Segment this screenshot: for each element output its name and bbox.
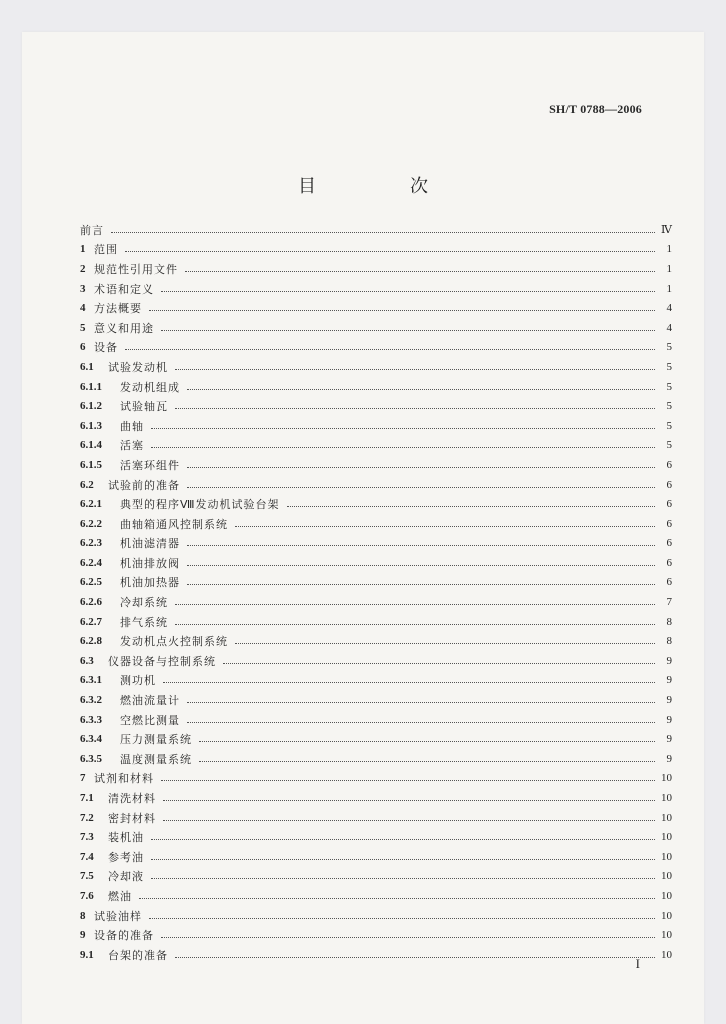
toc-entry-page: 6 bbox=[666, 478, 672, 491]
dot-leader bbox=[151, 446, 655, 448]
toc-entry-label: 压力测量系统 bbox=[120, 733, 192, 747]
toc-entry-number: 6.3.4 bbox=[80, 733, 102, 746]
toc-entry-label: 试验轴瓦 bbox=[120, 400, 168, 414]
toc-entry-number: 4 bbox=[80, 302, 86, 315]
toc-entry-number: 6.3.3 bbox=[80, 713, 102, 726]
toc-entry-label: 曲轴箱通风控制系统 bbox=[120, 517, 228, 531]
toc-entry bbox=[80, 749, 672, 769]
dot-leader bbox=[161, 290, 655, 292]
toc-entry-label: 设备 bbox=[94, 341, 118, 355]
toc-entry bbox=[80, 729, 672, 749]
dot-leader bbox=[235, 642, 655, 644]
toc-entry-number: 6.1.5 bbox=[80, 458, 102, 471]
dot-leader bbox=[149, 917, 655, 919]
toc-entry-number: 6.2.7 bbox=[80, 615, 102, 628]
toc-entry-page: 9 bbox=[666, 713, 672, 726]
dot-leader bbox=[287, 505, 656, 507]
toc-entry-number: 6.2.4 bbox=[80, 556, 102, 569]
toc-entry-label: 试验发动机 bbox=[108, 360, 168, 374]
toc-entry-page: 6 bbox=[666, 576, 672, 589]
toc-entry-number: 7.1 bbox=[80, 792, 94, 805]
toc-entry bbox=[80, 769, 672, 789]
toc-entry bbox=[80, 867, 672, 887]
toc-entry bbox=[80, 298, 672, 318]
toc-entry bbox=[80, 710, 672, 730]
toc-entry-label: 清洗材料 bbox=[108, 792, 156, 806]
toc-entry-number: 7.4 bbox=[80, 850, 94, 863]
toc-entry-label: 参考油 bbox=[108, 850, 144, 864]
toc-entry-number: 6.2.8 bbox=[80, 635, 102, 648]
toc-entry bbox=[80, 612, 672, 632]
toc-entry-number: 6.1.4 bbox=[80, 439, 102, 452]
dot-leader bbox=[125, 348, 655, 350]
toc-entry-page: 4 bbox=[666, 321, 672, 334]
toc-entry bbox=[80, 357, 672, 377]
toc-entry-number: 6.1 bbox=[80, 360, 94, 373]
toc-entry bbox=[80, 906, 672, 926]
toc-entry-label: 试剂和材料 bbox=[94, 772, 154, 786]
toc-entry bbox=[80, 945, 672, 965]
dot-leader bbox=[161, 329, 655, 331]
toc-entry bbox=[80, 318, 672, 338]
dot-leader bbox=[175, 407, 655, 409]
toc-entry-label: 燃油 bbox=[108, 889, 132, 903]
toc-entry-page: Ⅳ bbox=[661, 224, 672, 237]
toc-entry-page: 5 bbox=[666, 419, 672, 432]
toc-entry-page: 6 bbox=[666, 537, 672, 550]
dot-leader bbox=[187, 701, 655, 703]
toc-entry-number: 5 bbox=[80, 321, 86, 334]
dot-leader bbox=[187, 388, 655, 390]
toc-entry-page: 10 bbox=[661, 792, 672, 805]
dot-leader bbox=[151, 838, 655, 840]
toc-entry bbox=[80, 592, 672, 612]
toc-entry-label: 冷却系统 bbox=[120, 596, 168, 610]
toc-entry bbox=[80, 220, 672, 240]
toc-entry-page: 9 bbox=[666, 752, 672, 765]
toc-entry bbox=[80, 573, 672, 593]
toc-entry-label: 试验前的准备 bbox=[108, 478, 180, 492]
dot-leader bbox=[175, 623, 655, 625]
dot-leader bbox=[151, 877, 655, 879]
toc-entry bbox=[80, 631, 672, 651]
toc-entry bbox=[80, 494, 672, 514]
toc-entry-label: 前言 bbox=[80, 223, 104, 237]
toc-entry-number: 6.2.2 bbox=[80, 517, 102, 530]
toc-entry bbox=[80, 671, 672, 691]
toc-entry-page: 5 bbox=[666, 380, 672, 393]
dot-leader bbox=[151, 427, 655, 429]
toc-entry bbox=[80, 475, 672, 495]
toc-entry-page: 8 bbox=[666, 635, 672, 648]
toc-entry bbox=[80, 886, 672, 906]
toc-entry-label: 排气系统 bbox=[120, 615, 168, 629]
toc-entry-page: 1 bbox=[666, 262, 672, 275]
toc-entry-page: 6 bbox=[666, 556, 672, 569]
toc-entry-number: 7.5 bbox=[80, 870, 94, 883]
toc-entry-page: 1 bbox=[666, 282, 672, 295]
dot-leader bbox=[163, 681, 655, 683]
dot-leader bbox=[187, 486, 655, 488]
dot-leader bbox=[187, 721, 655, 723]
toc-title: 目 次 bbox=[298, 176, 466, 197]
dot-leader bbox=[151, 858, 655, 860]
document-page bbox=[22, 32, 704, 1024]
toc-entry-page: 10 bbox=[661, 909, 672, 922]
toc-entry-number: 6.2.6 bbox=[80, 596, 102, 609]
toc-entry-page: 9 bbox=[666, 694, 672, 707]
toc-entry bbox=[80, 396, 672, 416]
toc-entry-label: 发动机点火控制系统 bbox=[120, 635, 228, 649]
dot-leader bbox=[187, 544, 655, 546]
toc-entry bbox=[80, 651, 672, 671]
toc-entry-label: 空燃比测量 bbox=[120, 713, 180, 727]
toc-entry-number: 6.1.2 bbox=[80, 400, 102, 413]
dot-leader bbox=[163, 819, 655, 821]
toc-entry-page: 8 bbox=[666, 615, 672, 628]
toc-entry bbox=[80, 436, 672, 456]
toc-entry-number: 7.6 bbox=[80, 889, 94, 902]
dot-leader bbox=[187, 583, 655, 585]
toc-entry-label: 活塞环组件 bbox=[120, 458, 180, 472]
toc-entry-page: 4 bbox=[666, 302, 672, 315]
dot-leader bbox=[161, 936, 655, 938]
toc-entry-number: 8 bbox=[80, 909, 86, 922]
toc-entry-number: 7.2 bbox=[80, 811, 94, 824]
toc-entry-label: 机油排放阀 bbox=[120, 556, 180, 570]
toc-entry-label: 台架的准备 bbox=[108, 948, 168, 962]
toc-entry-label: 密封材料 bbox=[108, 811, 156, 825]
toc-entry-number: 6.3.2 bbox=[80, 694, 102, 707]
toc-entry bbox=[80, 259, 672, 279]
toc-entry-page: 6 bbox=[666, 458, 672, 471]
toc-entry-page: 10 bbox=[661, 889, 672, 902]
toc-entry-page: 9 bbox=[666, 674, 672, 687]
toc-entry-label: 测功机 bbox=[120, 674, 156, 688]
toc-entry bbox=[80, 553, 672, 573]
toc-entry-label: 意义和用途 bbox=[94, 321, 154, 335]
toc-entry bbox=[80, 514, 672, 534]
toc-entry-number: 2 bbox=[80, 262, 86, 275]
toc-entry-label: 术语和定义 bbox=[94, 282, 154, 296]
toc-entry-page: 5 bbox=[666, 439, 672, 452]
dot-leader bbox=[175, 956, 655, 958]
toc-entry-page: 6 bbox=[666, 498, 672, 511]
toc-entry-number: 6.3.5 bbox=[80, 752, 102, 765]
toc-entry-label: 曲轴 bbox=[120, 419, 144, 433]
toc-entry-page: 9 bbox=[666, 733, 672, 746]
toc-entry-number: 6.3.1 bbox=[80, 674, 102, 687]
toc-entry-number: 6.2.5 bbox=[80, 576, 102, 589]
toc-entry-label: 规范性引用文件 bbox=[94, 262, 178, 276]
dot-leader bbox=[111, 231, 655, 233]
toc-entry-page: 10 bbox=[661, 870, 672, 883]
toc-entry-number: 6.2.3 bbox=[80, 537, 102, 550]
toc-entry-number: 6.1.1 bbox=[80, 380, 102, 393]
toc-entry-label: 活塞 bbox=[120, 439, 144, 453]
toc-entry-number: 6.2.1 bbox=[80, 498, 102, 511]
toc-entry-label: 发动机组成 bbox=[120, 380, 180, 394]
table-of-contents bbox=[80, 220, 672, 965]
toc-entry-page: 6 bbox=[666, 517, 672, 530]
toc-entry bbox=[80, 847, 672, 867]
toc-entry-page: 10 bbox=[661, 772, 672, 785]
toc-entry-page: 7 bbox=[666, 596, 672, 609]
dot-leader bbox=[199, 760, 655, 762]
toc-entry bbox=[80, 808, 672, 828]
toc-entry-label: 机油滤清器 bbox=[120, 537, 180, 551]
toc-entry-page: 10 bbox=[661, 831, 672, 844]
toc-entry-label: 冷却液 bbox=[108, 870, 144, 884]
toc-entry bbox=[80, 338, 672, 358]
toc-entry-label: 燃油流量计 bbox=[120, 694, 180, 708]
toc-entry-label: 方法概要 bbox=[94, 302, 142, 316]
toc-entry bbox=[80, 279, 672, 299]
toc-entry bbox=[80, 690, 672, 710]
toc-entry bbox=[80, 827, 672, 847]
toc-entry-number: 7.3 bbox=[80, 831, 94, 844]
toc-entry bbox=[80, 455, 672, 475]
toc-entry-number: 6.1.3 bbox=[80, 419, 102, 432]
toc-entry-label: 机油加热器 bbox=[120, 576, 180, 590]
toc-entry-page: 1 bbox=[666, 243, 672, 256]
dot-leader bbox=[175, 603, 655, 605]
dot-leader bbox=[235, 525, 655, 527]
toc-entry-page: 5 bbox=[666, 360, 672, 373]
dot-leader bbox=[199, 740, 655, 742]
dot-leader bbox=[185, 270, 655, 272]
dot-leader bbox=[163, 799, 655, 801]
dot-leader bbox=[125, 250, 655, 252]
toc-entry-page: 5 bbox=[666, 400, 672, 413]
dot-leader bbox=[161, 779, 655, 781]
toc-entry-number: 7 bbox=[80, 772, 86, 785]
toc-entry bbox=[80, 377, 672, 397]
dot-leader bbox=[175, 368, 655, 370]
toc-entry-number: 6.3 bbox=[80, 654, 94, 667]
toc-entry bbox=[80, 788, 672, 808]
toc-entry-page: 10 bbox=[661, 850, 672, 863]
dot-leader bbox=[139, 897, 655, 899]
toc-entry bbox=[80, 925, 672, 945]
toc-entry-page: 10 bbox=[661, 948, 672, 961]
toc-entry-label: 仪器设备与控制系统 bbox=[108, 654, 216, 668]
dot-leader bbox=[187, 466, 655, 468]
toc-entry-number: 9 bbox=[80, 929, 86, 942]
standard-code: SH/T 0788—2006 bbox=[549, 102, 642, 116]
toc-entry-number: 6 bbox=[80, 341, 86, 354]
toc-entry-label: 装机油 bbox=[108, 831, 144, 845]
toc-entry-label: 温度测量系统 bbox=[120, 752, 192, 766]
dot-leader bbox=[149, 309, 655, 311]
dot-leader bbox=[187, 564, 655, 566]
toc-entry-label: 典型的程序Ⅷ发动机试验台架 bbox=[120, 498, 280, 512]
toc-entry-label: 范围 bbox=[94, 243, 118, 257]
toc-entry-page: 9 bbox=[666, 654, 672, 667]
toc-entry-number: 9.1 bbox=[80, 948, 94, 961]
toc-entry bbox=[80, 240, 672, 260]
toc-entry bbox=[80, 416, 672, 436]
page-number: I bbox=[635, 956, 640, 971]
toc-entry-number: 6.2 bbox=[80, 478, 94, 491]
toc-entry-page: 10 bbox=[661, 929, 672, 942]
toc-entry-number: 3 bbox=[80, 282, 86, 295]
toc-entry-number: 1 bbox=[80, 243, 86, 256]
toc-entry-label: 试验油样 bbox=[94, 909, 142, 923]
toc-entry-page: 5 bbox=[666, 341, 672, 354]
toc-entry-page: 10 bbox=[661, 811, 672, 824]
toc-entry bbox=[80, 534, 672, 554]
toc-entry-label: 设备的准备 bbox=[94, 929, 154, 943]
dot-leader bbox=[223, 662, 655, 664]
